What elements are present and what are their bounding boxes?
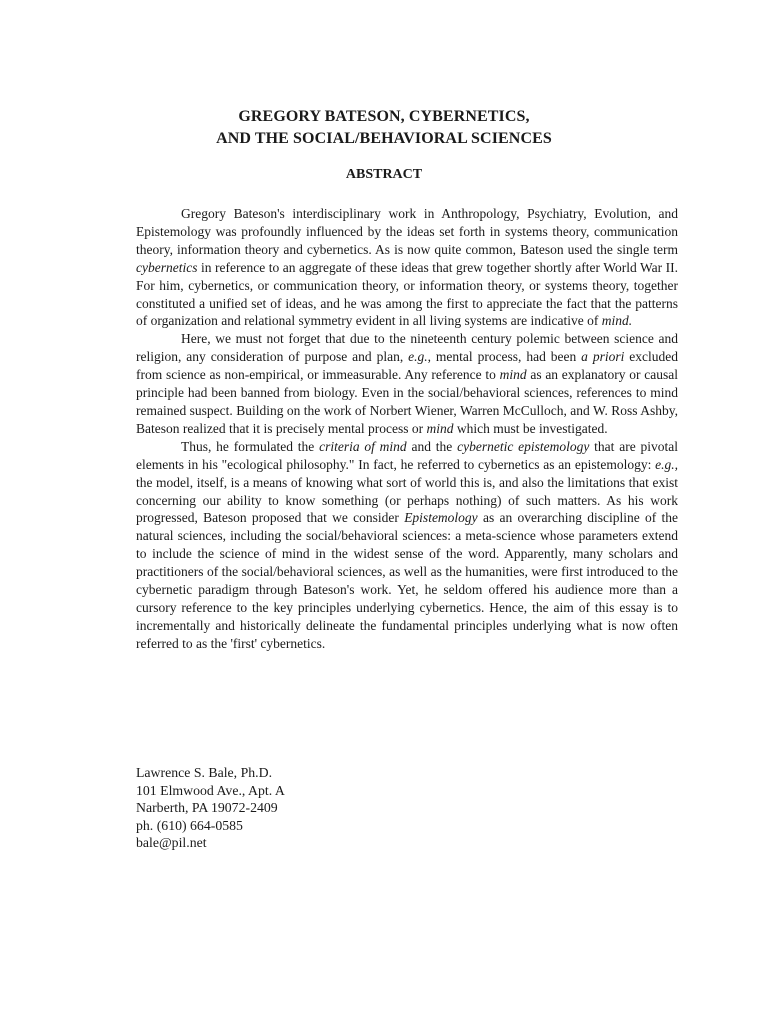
text-run: which must be investigated. — [453, 420, 608, 436]
italic-term: mind. — [601, 313, 633, 329]
author-phone: ph. (610) 664-0585 — [136, 817, 243, 833]
text-run: the model, itself, is a means of knowing what sort of world this is, and also the limitations that exist concerning our ability to know something (or perhaps nothing) of such matters. As his work progressed, Bateson proposed that we consider — [136, 474, 678, 526]
italic-term: Epistemology — [404, 510, 478, 526]
text-run: as an explanatory or causal principle had been banned from biology. Even in the social/behavioral sciences, references to mind remained suspect. Building on the work of Norbert Wiener, Warren McCulloch, and W. Ross Ashby, Bateson realized that it is precisely mental process or — [136, 367, 678, 436]
italic-term: e.g., — [655, 456, 678, 472]
text-run: as an overarching discipline of the natural sciences, including the social/behavioral sciences: a meta-science whose parameters extend to include the science of mind in the widest sense of the word. Apparently, many scholars and practitioners of the social/behavioral sciences, as well as the humanities, were first introduced to the cybernetic paradigm through Bateson's work. Yet, he seldom offered his audience more than a cursory reference to the key principles underlying cybernetics. Hence, the aim of this essay is to incrementally and historically delineate the fundamental principles underlying what is now often referred to as the 'first' cybernetics. — [136, 510, 678, 651]
text-run: that are pivotal elements in his "ecological philosophy." In fact, he referred to cybernetics as an epistemology: — [136, 438, 678, 472]
text-run: Gregory Bateson's interdisciplinary work in Anthropology, Psychiatry, Evolution, and Epistemology was profoundly influenced by the ideas set forth in systems theory, communication theory, information theory and cybernetics. As is now quite common, Bateson used the single term — [136, 206, 678, 257]
abstract-heading: ABSTRACT — [345, 167, 423, 182]
italic-term: cybernetic epistemology — [457, 438, 590, 454]
italic-term: cybernetics — [136, 259, 198, 275]
author-address-block — [136, 764, 285, 852]
author-name: Lawrence S. Bale, Ph.D. — [136, 765, 273, 780]
abstract-paragraph-1 — [136, 205, 678, 330]
text-run: and the — [406, 438, 458, 454]
italic-term: e.g. — [408, 349, 428, 365]
italic-term: mind — [426, 420, 454, 436]
text-run: in reference to an aggregate of these ideas that grew together shortly after World War II. For him, cybernetics, or communication theory, or information theory, or systems theory, together constituted a unified set of ideas, and he was among the first to appreciate the fact that the patterns of organization and relational symmetry evident in all living systems are indicative of — [136, 259, 678, 329]
text-run: Thus, he formulated the — [181, 438, 320, 454]
text-run: excluded from science as non-empirical, or immeasurable. Any reference to — [136, 349, 679, 383]
title-line-1: GREGORY BATESON, CYBERNETICS, — [238, 108, 530, 125]
author-email: bale@pil.net — [136, 835, 207, 851]
paper-title — [0, 106, 768, 150]
title-line-2: AND THE SOCIAL/BEHAVIORAL SCIENCES — [216, 130, 552, 147]
abstract-paragraph-3 — [136, 438, 678, 653]
address-city: Narberth, PA 19072-2409 — [136, 800, 278, 816]
address-street: 101 Elmwood Ave., Apt. A — [136, 782, 285, 798]
italic-term: a priori — [581, 349, 625, 365]
text-run: Here, we must not forget that due to the nineteenth century polemic between science and religion, any consideration of purpose and plan, — [136, 331, 678, 365]
abstract-body — [136, 205, 678, 653]
abstract-paragraph-2 — [136, 330, 678, 437]
italic-term: mind — [499, 367, 527, 383]
text-run: , mental process, had been — [427, 349, 582, 365]
italic-term: criteria of mind — [319, 438, 407, 454]
